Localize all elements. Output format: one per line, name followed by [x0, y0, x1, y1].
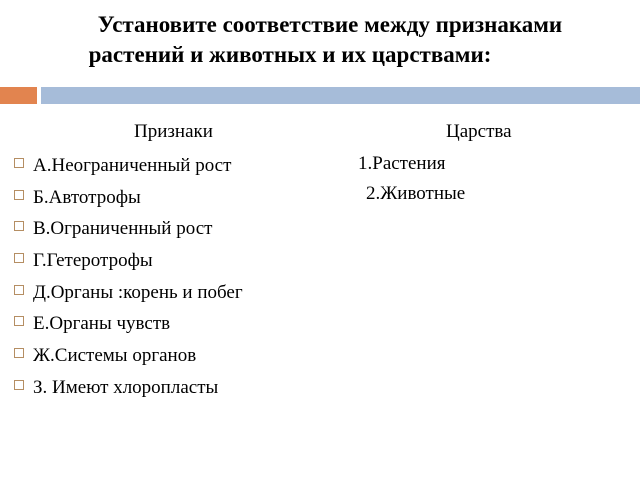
kingdoms-header: Царства — [446, 121, 512, 142]
accent-bar-blue — [41, 87, 640, 104]
feature-text: Г.Гетеротрофы — [33, 249, 153, 271]
square-bullet-icon — [14, 316, 24, 326]
slide-title — [0, 10, 640, 70]
features-header: Признаки — [134, 121, 213, 142]
square-bullet-icon — [14, 253, 24, 263]
feature-text: Ж.Системы органов — [33, 344, 197, 366]
title-line-2: растений и животных и их царствами: — [88, 42, 492, 67]
list-item — [14, 372, 243, 404]
list-item — [14, 245, 243, 277]
square-bullet-icon — [14, 190, 24, 200]
title-line-1: Установите соответствие между признаками — [97, 12, 563, 37]
list-item — [14, 182, 243, 214]
square-bullet-icon — [14, 380, 24, 390]
list-item — [14, 277, 243, 309]
square-bullet-icon — [14, 158, 24, 168]
list-item — [14, 213, 243, 245]
kingdom-plants: 1.Растения — [358, 153, 446, 174]
list-item — [14, 340, 243, 372]
feature-text: Д.Органы :корень и побег — [33, 281, 243, 303]
square-bullet-icon — [14, 221, 24, 231]
feature-text: В.Ограниченный рост — [33, 218, 213, 240]
kingdom-animals: 2.Животные — [366, 183, 466, 204]
feature-text: Б.Автотрофы — [33, 186, 141, 208]
features-list — [14, 150, 243, 404]
feature-text: А.Неограниченный рост — [33, 154, 232, 176]
list-item — [14, 150, 243, 182]
accent-bar-orange — [0, 87, 37, 104]
square-bullet-icon — [14, 285, 24, 295]
square-bullet-icon — [14, 348, 24, 358]
list-item — [14, 308, 243, 340]
feature-text: Е.Органы чувств — [33, 313, 171, 335]
feature-text: З. Имеют хлоропласты — [33, 376, 219, 398]
